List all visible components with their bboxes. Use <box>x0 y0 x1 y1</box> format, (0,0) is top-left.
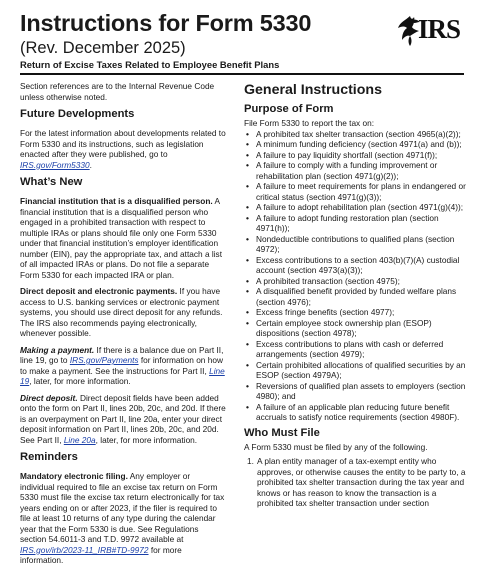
financial-institution-paragraph: Financial institution that is a disqualified person. A financial institution that is a disqualified person who engaged in a prohibited transaction with respect to multiple IRAs or plans should file only one Form 5330 under that financial institution’s employer identification number (EIN), pay the appropriate tax, and attach a list of all impacted IRAs or plans. Do not file a separate Form 5330 for each impacted IRA or plan. <box>20 196 222 280</box>
irs-logo <box>396 14 464 50</box>
revision-date: (Rev. December 2025) <box>20 39 186 57</box>
mandatory-efiling-paragraph: Mandatory electronic filing. Any employer or individual required to file an excise tax return on Form 5330 must file the excise tax return electronically for tax years ending on or after 2023, if the filer is required to file at least 10 returns of any type during the calendar year that the Form 5330 is due. See Regulations section 54.6011-3 and T.D. 9972 available at IRS.gov/irb/2023-11_IRB#TD-9972 for more information. <box>20 471 225 565</box>
list-item-text: Excess fringe benefits (section 4977); <box>256 307 395 317</box>
purpose-intro: File Form 5330 to report the tax on: <box>244 118 375 128</box>
list-item <box>244 202 468 213</box>
page-title: Instructions for Form 5330 <box>20 10 312 36</box>
bullet-icon: • <box>246 202 249 212</box>
list-item <box>244 150 468 161</box>
list-item <box>244 129 468 140</box>
header-rule <box>20 73 464 75</box>
list-item <box>244 318 468 339</box>
irs-logo-text: IRS <box>418 14 461 44</box>
bullet-icon: • <box>246 160 249 170</box>
list-item <box>244 213 468 234</box>
bullet-icon: • <box>246 401 249 412</box>
whats-new-heading: What’s New <box>20 176 83 188</box>
bullet-icon: • <box>246 181 249 191</box>
list-item-text: A prohibited tax shelter transaction (section 4965(a)(2)); <box>256 128 461 139</box>
form5330-link[interactable]: IRS.gov/Form5330 <box>20 159 90 170</box>
bullet-icon: • <box>246 338 249 349</box>
who-must-file-list <box>244 456 468 509</box>
list-item <box>244 339 468 360</box>
list-item <box>244 360 468 381</box>
list-item <box>244 456 468 509</box>
intro-text: Section references are to the Internal Revenue Code unless otherwise noted. <box>20 81 215 102</box>
bullet-icon: • <box>246 317 249 328</box>
list-item <box>244 276 468 287</box>
list-item-number: 1. <box>247 456 254 466</box>
bullet-icon: • <box>246 359 249 370</box>
line-20a-link[interactable]: Line 20a <box>63 434 96 445</box>
list-item <box>244 139 468 150</box>
form-subtitle: Return of Excise Taxes Related to Employee Benefit Plans <box>20 59 280 70</box>
list-item-text: Excess contributions to a section 403(b)(7)(A) custodial account (section 4973(a)(3)); <box>256 254 460 275</box>
direct-deposit-electronic-paragraph: Direct deposit and electronic payments. If you have access to U.S. banking services or electronic payment systems, you should use direct deposit for any refunds. The IRS also recommends paying electronically, whenever possible. <box>20 286 223 338</box>
future-developments-heading: Future Developments <box>20 108 135 120</box>
bullet-icon: • <box>246 149 249 160</box>
list-item <box>244 381 468 402</box>
who-must-file-heading: Who Must File <box>244 426 320 439</box>
payments-link[interactable]: IRS.gov/Payments <box>69 355 139 365</box>
bullet-icon: • <box>246 139 249 149</box>
bullet-icon: • <box>246 275 249 286</box>
future-developments-text: For the latest information about developments related to Form 5330 and its instructions, such as legislation enacted after they were published, go to IRS.gov/Form5330. <box>20 128 226 170</box>
list-item-text: A prohibited transaction (section 4975); <box>256 275 400 286</box>
bullet-icon: • <box>246 307 249 317</box>
irb-td-9972-link[interactable]: IRS.gov/irb/2023-11_IRB#TD-9972 <box>20 544 149 555</box>
list-item-text: A minimum funding deficiency (section 4971(a) and (b)); <box>256 139 462 149</box>
list-item-text: Reversions of qualified plan assets to employers (section 4980); and <box>256 380 466 401</box>
list-item-text: A failure of an applicable plan reducing future benefit accruals to satisfy notice requirements (section 4980F). <box>256 401 460 422</box>
reminders-heading: Reminders <box>20 451 78 463</box>
list-item-text: Nondeductible contributions to qualified plans (section 4972); <box>256 233 455 254</box>
list-item <box>244 402 468 423</box>
direct-deposit-paragraph: Direct deposit. Direct deposit fields have been added onto the form on Part II, lines 20b, 20c, and 20d. If there is an overpayment on Part II, line 20a, enter your direct deposit information on Part II, lines 20b, 20c, and 20d. See Part II, Line 20a, later, for more information. <box>20 392 226 445</box>
general-instructions-heading: General Instructions <box>244 82 382 98</box>
list-item <box>244 234 468 255</box>
list-item-text: Excess contributions to plans with cash or deferred arrangements (section 4979); <box>256 338 444 359</box>
bullet-icon: • <box>246 128 249 139</box>
list-item-text: A plan entity manager of a tax-exempt entity who approves, or otherwise causes the entity to be party to, a prohibited tax shelter transaction during the tax year and knows or has reason to know the transaction is a prohibited tax shelter transaction under section <box>257 456 466 508</box>
list-item-text: Certain prohibited allocations of qualified securities by an ESOP (section 4979A); <box>256 359 466 380</box>
list-item-text: A failure to comply with a funding improvement or rehabilitation plan (section 4971(g)(2)); <box>256 160 438 181</box>
bullet-icon: • <box>246 380 249 391</box>
list-item-text: A failure to adopt funding restoration plan (section 4971(h)); <box>256 212 439 233</box>
bullet-icon: • <box>246 286 249 296</box>
list-item <box>244 307 468 318</box>
who-must-file-intro: A Form 5330 must be filed by any of the following. <box>244 441 428 452</box>
left-column <box>20 81 226 572</box>
making-payment-paragraph: Making a payment. If there is a balance due on Part II, line 19, go to IRS.gov/Payments for information on how to make a payment. See the instructions for Part II, Line 19, later, for more information. <box>20 344 225 386</box>
list-item <box>244 286 468 307</box>
list-item-text: Certain employee stock ownership plan (ESOP) dispositions (section 4978); <box>256 317 432 338</box>
right-column <box>244 81 468 509</box>
list-item <box>244 255 468 276</box>
list-item-text: A failure to pay liquidity shortfall (section 4971(f)); <box>256 149 438 160</box>
list-item-text: A disqualified benefit provided by funded welfare plans (section 4976); <box>256 286 457 307</box>
list-item <box>244 181 468 202</box>
bullet-icon: • <box>246 212 249 223</box>
line-19-link[interactable]: Line 19 <box>20 365 225 386</box>
bullet-icon: • <box>246 254 249 265</box>
purpose-list <box>244 129 468 423</box>
list-item <box>244 160 468 181</box>
purpose-of-form-heading: Purpose of Form <box>244 103 334 115</box>
list-item-text: A failure to meet requirements for plans in endangered or critical status (section 4971(g)(3)); <box>256 181 466 202</box>
bullet-icon: • <box>246 233 249 244</box>
list-item-text: A failure to adopt rehabilitation plan (section 4971(g)(4)); <box>256 202 464 212</box>
